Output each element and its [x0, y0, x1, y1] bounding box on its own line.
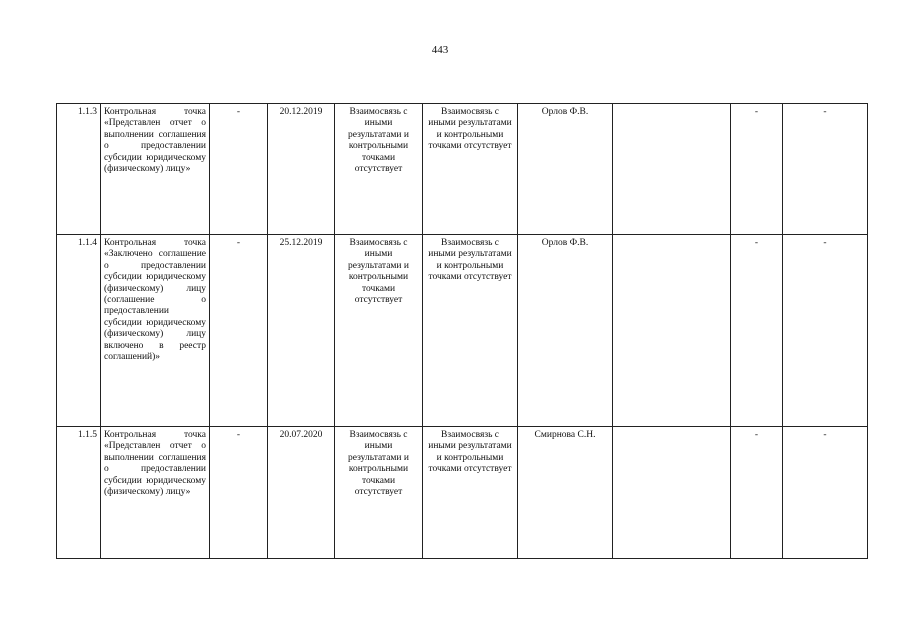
responsible-person: Смирнова С.Н.	[518, 427, 613, 559]
control-points-table	[56, 103, 868, 559]
document-cell	[613, 427, 731, 559]
document-cell	[613, 235, 731, 427]
table-row	[57, 104, 868, 235]
document-cell	[613, 104, 731, 235]
extra-info: -	[783, 104, 868, 235]
extra-info: -	[783, 235, 868, 427]
page-number: 443	[431, 44, 449, 56]
extra-info: -	[783, 427, 868, 559]
end-date: 25.12.2019	[268, 235, 335, 427]
end-date: 20.07.2020	[268, 427, 335, 559]
control-point-name: Контрольная точка «Заключено соглашение о предоставлении субсидии юридическому (физическому) лицу (соглашение о предоставлении субсидии юридическому (физическому) лицу включено в реестр соглашений)»	[101, 235, 210, 427]
start-date: -	[210, 427, 268, 559]
successors: Взаимосвязь с иными результатами и контрольными точками отсутствует	[423, 104, 518, 235]
predecessors: Взаимосвязь с иными результатами и контрольными точками отсутствует	[335, 104, 423, 235]
successors: Взаимосвязь с иными результатами и контрольными точками отсутствует	[423, 427, 518, 559]
control-level: -	[731, 104, 783, 235]
row-number: 1.1.3	[57, 104, 101, 235]
control-point-name: Контрольная точка «Представлен отчет о выполнении соглашения о предоставлении субсидии юридическому (физическому) лицу»	[101, 104, 210, 235]
control-level: -	[731, 427, 783, 559]
start-date: -	[210, 104, 268, 235]
row-number: 1.1.4	[57, 235, 101, 427]
predecessors: Взаимосвязь с иными результатами и контрольными точками отсутствует	[335, 427, 423, 559]
control-level: -	[731, 235, 783, 427]
responsible-person: Орлов Ф.В.	[518, 235, 613, 427]
start-date: -	[210, 235, 268, 427]
table-row	[57, 235, 868, 427]
row-number: 1.1.5	[57, 427, 101, 559]
responsible-person: Орлов Ф.В.	[518, 104, 613, 235]
control-point-name: Контрольная точка «Представлен отчет о выполнении соглашения о предоставлении субсидии юридическому (физическому) лицу»	[101, 427, 210, 559]
successors: Взаимосвязь с иными результатами и контрольными точками отсутствует	[423, 235, 518, 427]
end-date: 20.12.2019	[268, 104, 335, 235]
table-row	[57, 427, 868, 559]
predecessors: Взаимосвязь с иными результатами и контрольными точками отсутствует	[335, 235, 423, 427]
